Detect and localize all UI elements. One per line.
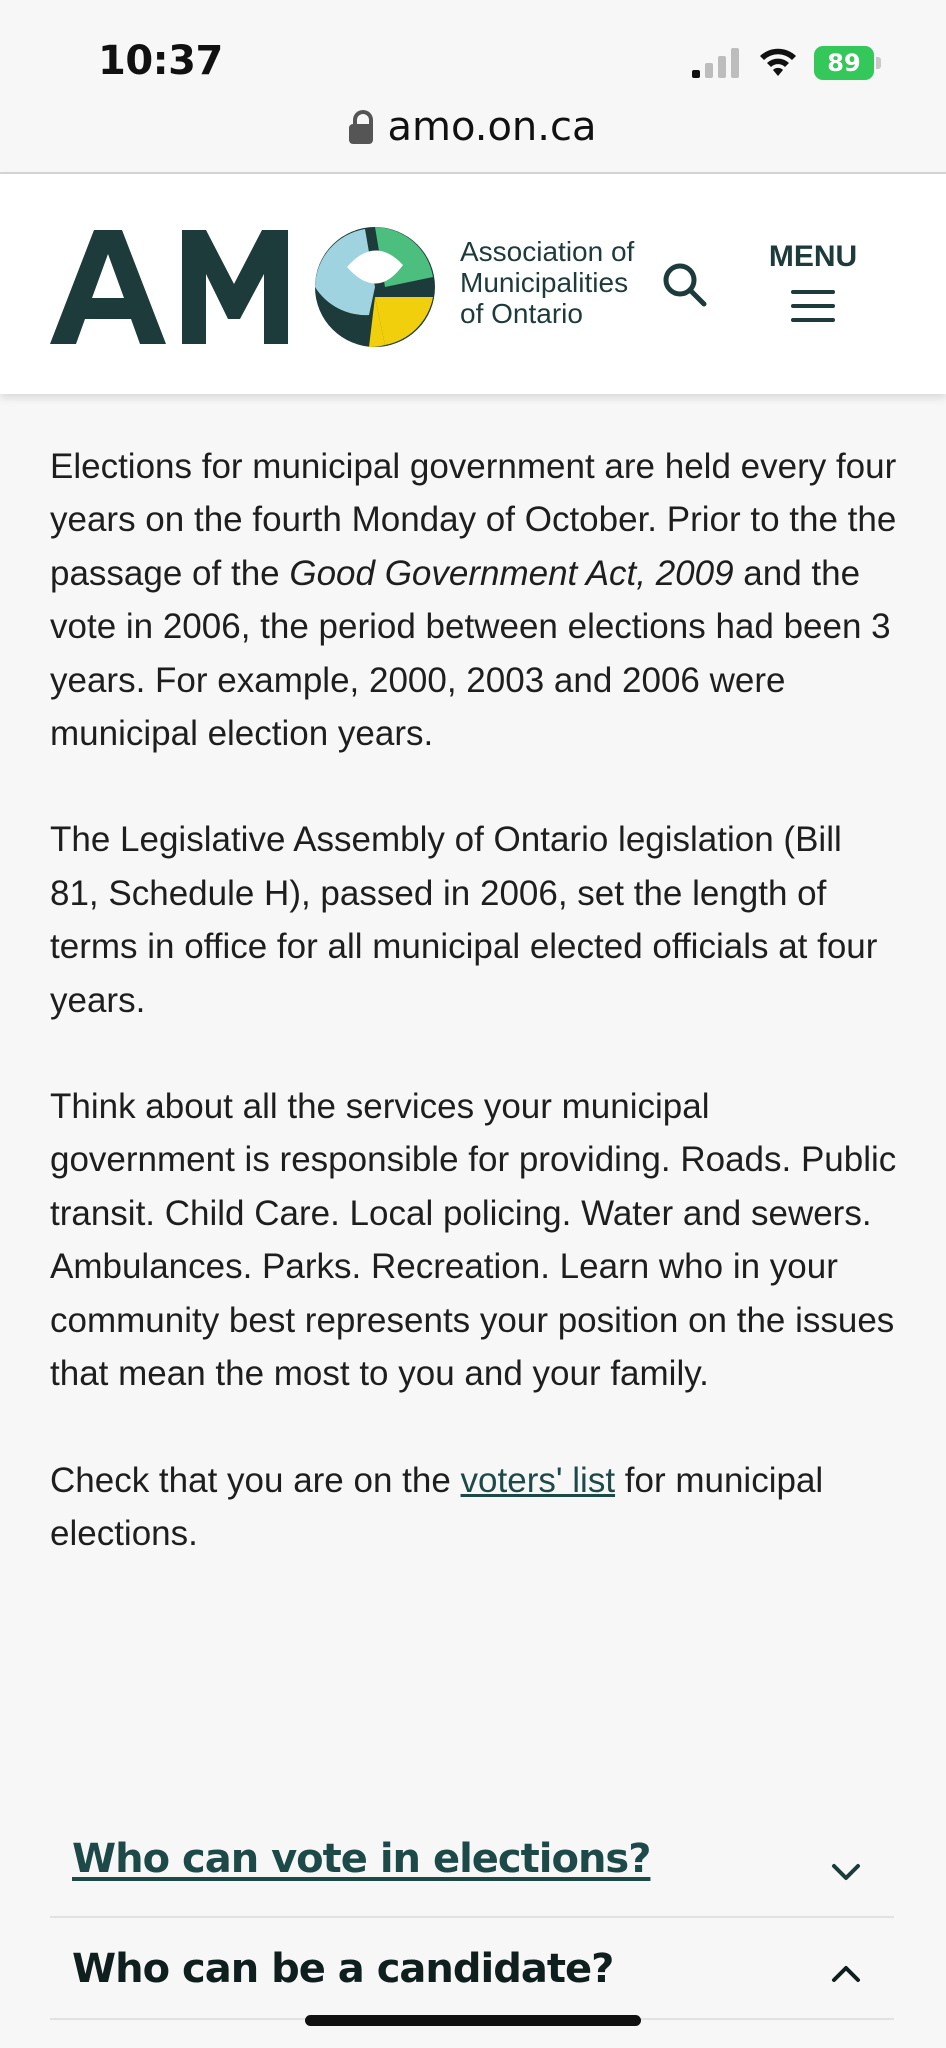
menu-label: MENU [768,240,858,273]
act-name: Good Government Act, 2009 [289,553,734,593]
status-bar [0,0,946,110]
chevron-up-icon[interactable] [828,1962,864,1986]
hamburger-icon [791,288,835,324]
accordion-title[interactable]: Who can vote in elections? [72,1836,651,1882]
organization-name [460,236,634,329]
battery-percentage: 89 [827,49,861,77]
status-time: 10:37 [98,38,223,84]
accordion-who-can-vote[interactable] [50,1836,894,1918]
search-icon[interactable] [660,260,710,310]
org-name-line-2: Municipalities [460,267,629,298]
accordion-title[interactable]: Who can be a candidate? [72,1946,614,1992]
lock-icon [349,110,373,144]
home-indicator[interactable] [305,2015,641,2026]
org-name-line-3: of Ontario [460,298,583,329]
article-body [50,440,900,1613]
org-name-line-1: Association of [460,236,635,267]
battery-icon [814,46,882,80]
wifi-icon [758,44,798,78]
menu-button[interactable] [760,240,866,324]
chevron-down-icon[interactable] [828,1860,864,1884]
paragraph-election-timing: Elections for municipal government are held every four years on the fourth Monday of October. Prior to the the passage of the Good Government Act, 2009 and the vote in 2006, the period between elections had been 3 years. For example, 2000, 2003 and 2006 were municipal election years. [50,447,897,754]
address-bar[interactable] [0,100,946,172]
paragraph-legislation: The Legislative Assembly of Ontario legislation (Bill 81, Schedule H), passed in 2006, set the length of terms in office for all municipal elected officials at four years. [50,820,878,1020]
voters-list-link[interactable]: voters' list [460,1460,616,1500]
cellular-signal-icon [692,48,740,78]
accordion-who-can-be-candidate[interactable] [50,1918,894,2020]
paragraph-services: Think about all the services your municipal government is responsible for providing. Roads. Public transit. Child Care. Local policing. Water and sewers. Ambulances. Parks. Recreation. Learn who in your community best represents your position on the issues that mean the most to you and your family. [50,1087,897,1394]
paragraph-voters-list: Check that you are on the voters' list for municipal elections. [50,1460,824,1553]
amo-logo[interactable] [50,224,440,354]
url-text: amo.on.ca [387,104,597,150]
site-header [0,174,946,394]
